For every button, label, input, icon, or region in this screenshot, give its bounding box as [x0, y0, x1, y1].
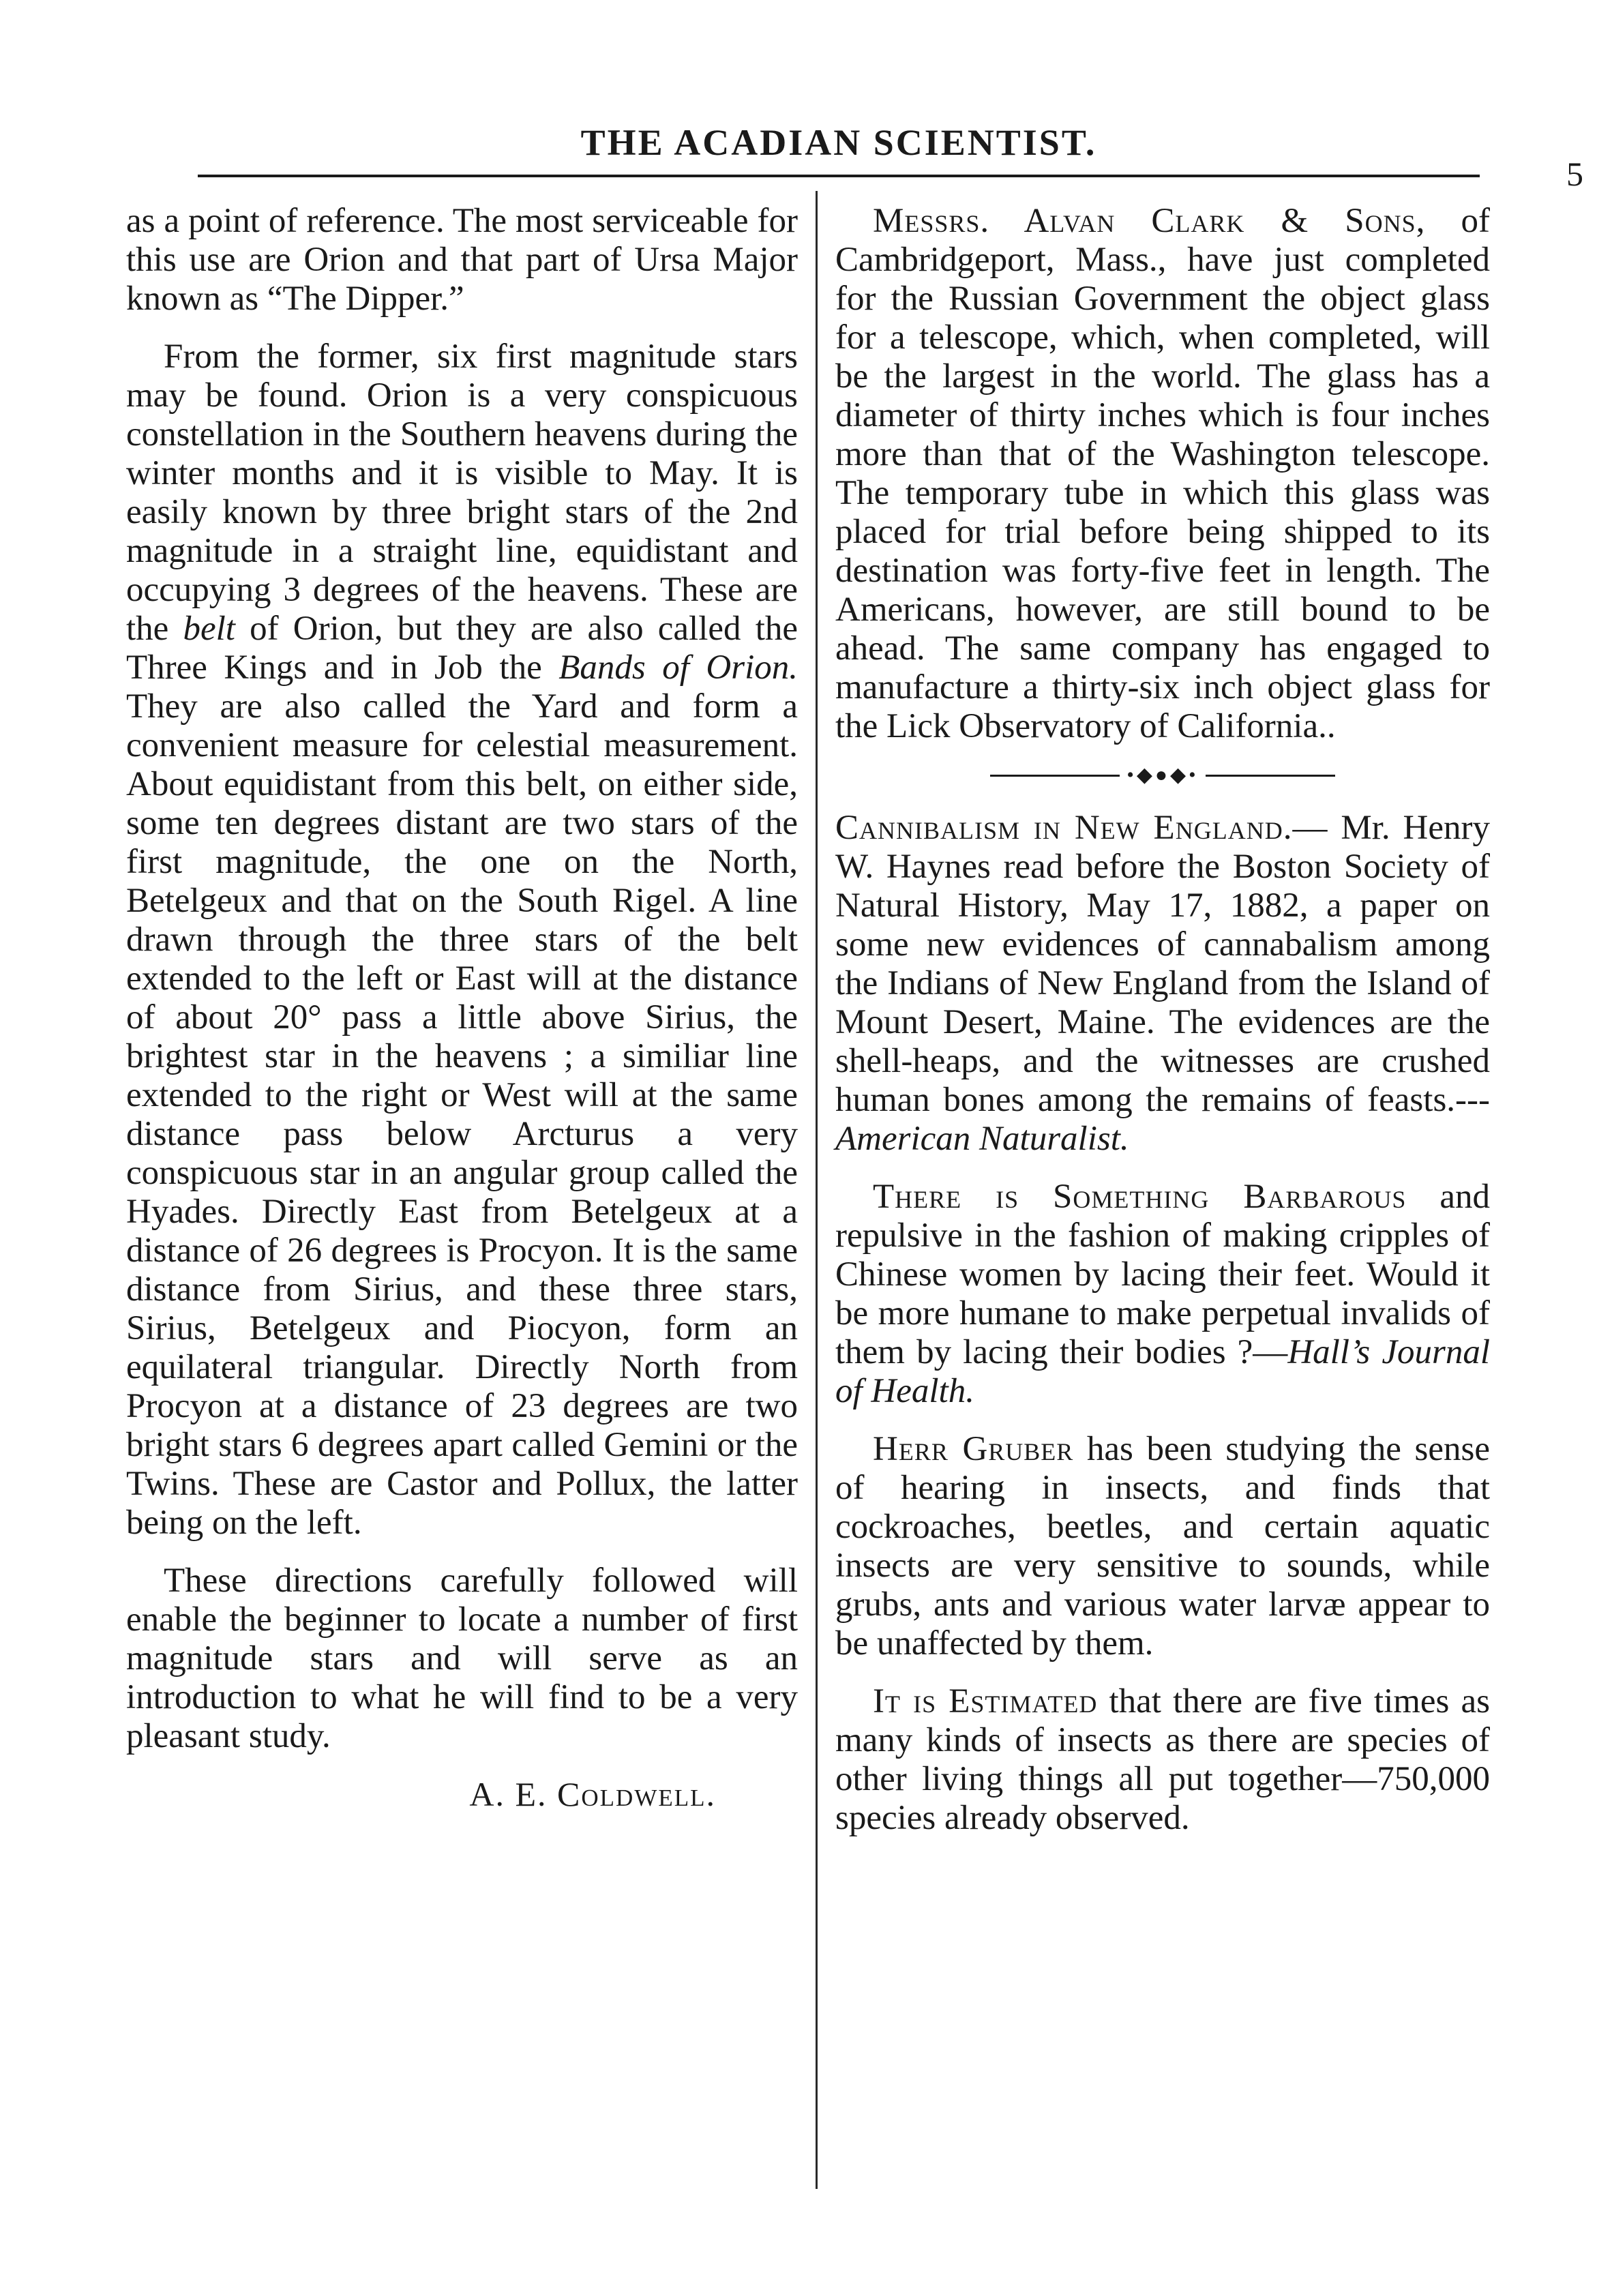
column-divider [816, 191, 818, 2189]
clark-lead: Messrs. Alvan Clark & Sons, [873, 202, 1426, 240]
cannibal-source: American Naturalist. [835, 1120, 1129, 1158]
section-ornament [835, 765, 1490, 786]
clark-body: of Cambridgeport, Mass., have just completed for the Russian Government the object glass for a telescope, which, when completed, will be the largest in the world. The glass has a diameter of thirty inches which is four inches more than that of the Washington telescope. The temporary tube in which this glass was placed for trial before being shipped to its destination was forty-five feet in length. The Americans, however, are still bound to be ahead. The same company has engaged to manufacture a thirty-six inch object glass for the Lick Observatory of California.. [835, 202, 1490, 745]
ornament-rule-right [1206, 775, 1335, 777]
author-signature: A. E. Coldwell. [469, 1775, 716, 1813]
paragraph-reference: as a point of reference. The most serviceable for this use are Orion and that part of Ursa Major known as “The Dipper.” [126, 202, 798, 318]
barbarous-lead: There is Something Barbarous [873, 1178, 1407, 1216]
barbarous-source: Hall’s Journal of Health. [835, 1333, 1490, 1410]
journal-title: THE ACADIAN SCIENTIST. [580, 122, 1097, 163]
cannibal-body: Mr. Henry W. Haynes read before the Boston Society of Natural History, May 17, 1882, a paper on some new evidences of cannabalism among the Indians of New England from the Island of Mount Desert, Maine. The evidences are the shell-heaps, and the witnesses are crushed human bones among the remains of feasts.--- [835, 809, 1491, 1119]
orion-text-2: of Orion, but they are also called the Three Kings and in Job the [126, 610, 798, 687]
orion-belt: belt [183, 610, 235, 648]
orion-text-1: From the former, six first magnitude stars may be found. Orion is a very conspicuous constellation in the Southern heavens during the winter months and it is visible to May. It is easily known by three bright stars of the 2nd magnitude in a straight line, equidistant and occupying 3 degrees of the heavens. These are the [126, 338, 798, 648]
barbarous-body: and repulsive in the fashion of making cripples of Chinese women by lacing their feet. Would it be more humane to make perpetual invalids of them by lacing their bodies ?— [835, 1178, 1490, 1371]
estimated-lead: It is Estimated [873, 1682, 1098, 1720]
estimated-body: that there are five times as many kinds of insects as there are species of other living things all put together—750,000 species already observed. [835, 1682, 1490, 1837]
header-rule [198, 175, 1480, 177]
article-gruber [835, 1430, 1490, 1663]
left-column [126, 202, 798, 1814]
article-estimated [835, 1682, 1490, 1838]
article-cannibalism [835, 809, 1490, 1159]
ornament-mark: •◆●◆• [1126, 764, 1199, 786]
cannibal-lead: Cannibalism in New England.— [835, 809, 1328, 847]
article-clark [835, 202, 1490, 746]
right-column [835, 202, 1490, 1857]
gruber-lead: Herr Gruber [873, 1430, 1074, 1468]
paragraph-orion [126, 338, 798, 1542]
orion-bands: Bands of Orion. [558, 648, 798, 687]
ornament-rule-left [990, 775, 1120, 777]
orion-text-3: They are also called the Yard and form a convenient measure for celestial measurement. About equidistant from this belt, on either side, some ten degrees distant are two stars of the first magnitude, the one on the North, Betelgeux and that on the South Rigel. A line drawn through the three stars of the belt extended to the left or East will at the distance of about 20° pass a little above Sirius, the brightest star in the heavens ; a similiar line extended to the right or West will at the same distance pass below Arcturus a very conspicuous star in an angular group called the Hyades. Directly East from Betelgeux at a distance of 26 degrees is Procyon. It is the same distance from Sirius, and these three stars, Sirius, Betelgeux and Piocyon, form an equilateral triangular. Directly North from Procyon at a distance of 23 degrees are two bright stars 6 degrees apart called Gemini or the Twins. These are Castor and Pollux, the latter being on the left. [126, 687, 798, 1542]
article-barbarous [835, 1178, 1490, 1411]
page-header [198, 121, 1480, 183]
gruber-body: has been studying the sense of hearing in insects, and finds that cockroaches, beetles, and certain aquatic insects are very sensitive to sounds, while grubs, ants and various water larvæ appear to be unaffected by them. [835, 1430, 1490, 1663]
page-number: 5 [1566, 155, 1583, 193]
paragraph-directions: These directions carefully followed will enable the beginner to locate a number of first magnitude stars and will serve as an introduction to what he will find to be a very pleasant study. [126, 1562, 798, 1755]
